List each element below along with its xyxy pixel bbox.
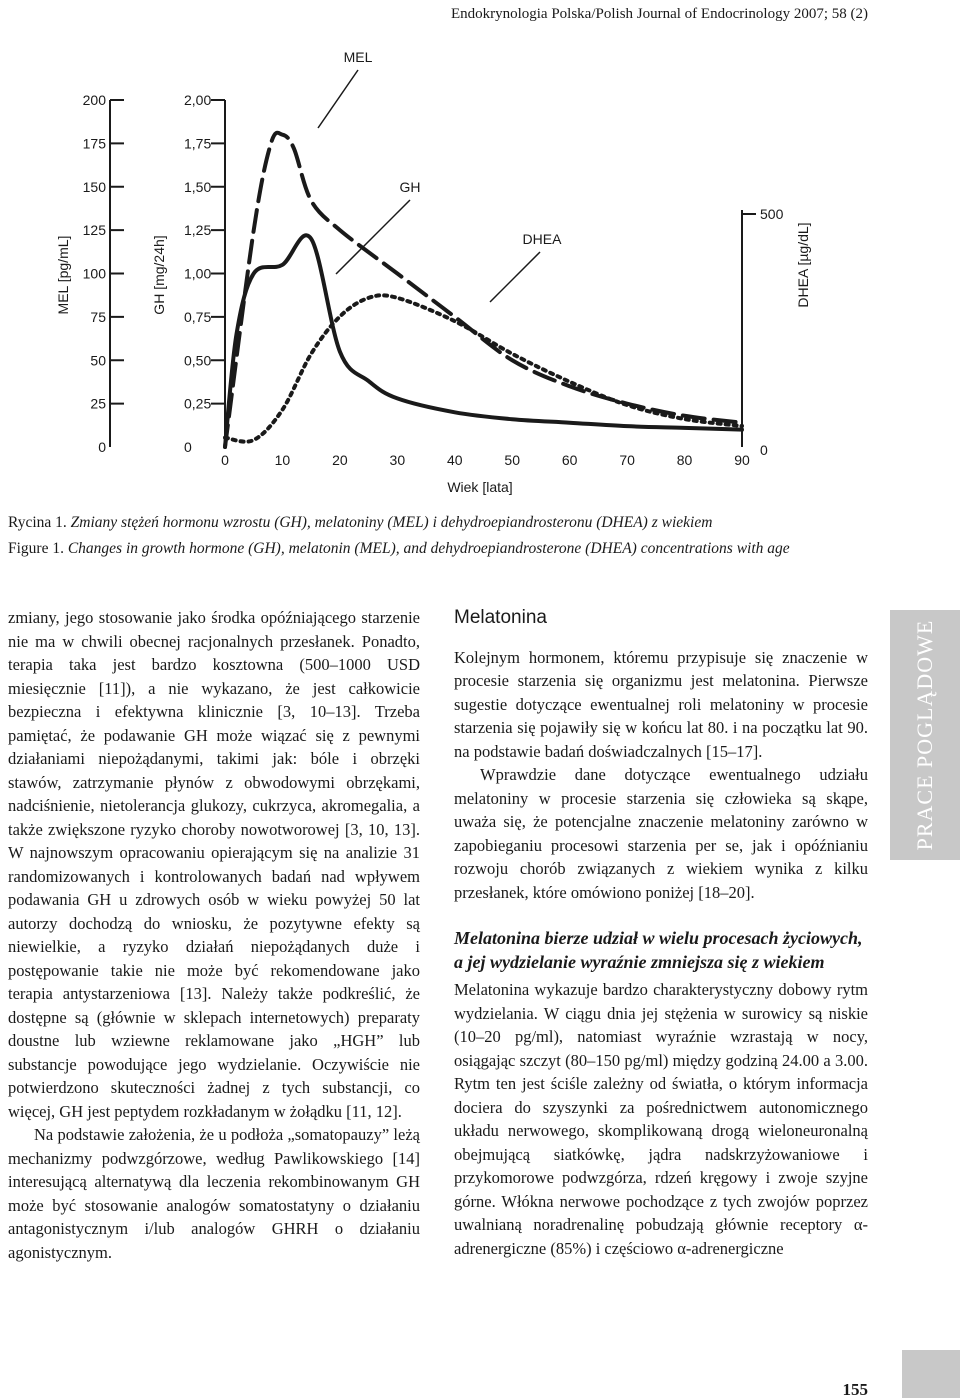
page-number-bar <box>902 1350 960 1398</box>
gh-tick-label: 1,00 <box>184 265 212 282</box>
gh-tick-label: 0 <box>184 439 192 455</box>
annotation-label: DHEA <box>522 231 562 247</box>
mel-tick-label: 75 <box>90 308 106 325</box>
caption-pl <box>8 514 712 532</box>
page-number: 155 <box>842 1380 868 1399</box>
annotation-label: MEL <box>343 49 373 65</box>
left-paragraph-1: zmiany, jego stosowanie jako środka opóźniającego starzenie nie ma w chwili obecnej racjonalnych przesłanek. Ponadto, terapia taka jest bardzo kosztowna (500–1000 USD miesięcznie [11]), a nie wykazano, że jest całkowicie bezpieczna i efektywna klinicznie [3, 10–13]. Trzeba pamiętać, że podawanie GH może wiązać się z pewnymi działaniami niepożądanymi, takimi jak: bóle i obrzęki stawów, zatrzymanie płynów z obwodowymi obrzękami, nadciśnienie, nietolerancja glukozy, cukrzyca, akromegalia, a także zwiększone ryzyko choroby nowotworowej [3, 10, 13]. W najnowszym opracowaniu opierającym się na analizie 31 randomizowanych i kontrolowanych badań nad wpływem podawania GH u zdrowych osób w wieku powyżej 50 lat autorzy dochodzą do wniosku, że pozytywne efekty są niewielkie, a ryzyko działań niepożądanych duże i postępowanie takie nie może być rekomendowane jako terapia antystarzeniowa [13]. Należy także podkreślić, że dostępne są (głównie w sklepach internetowych) preparaty doustne lub wziewne reklamowane jako „HGH” lub substancje powodujące jego wydzielanie. Oczywiście nie potwierdzono skuteczności żadnej z tych substancji, co więcej, GH jest peptydem rozkładanym w żołądku [11, 12]. <box>8 608 420 1121</box>
section-sidebar <box>890 610 960 860</box>
caption-en-label: Figure 1. <box>8 540 64 557</box>
gh-tick-label: 1,75 <box>184 135 212 152</box>
right-paragraph-2: Wprawdzie dane dotyczące ewentualnego udziału melatoniny w procesie starzenia się człowieka są skąpe, uważa się, że potencjalne znaczenie melatoniny zarówno w zapobieganiu procesowi starzenia per se, jak i opóźnianiu rozwoju chorób związanych z wiekiem wynika z kilku przesłanek, które omówiono poniżej [18–20]. <box>454 765 868 902</box>
gh-tick-label: 2,00 <box>184 92 212 108</box>
section-heading: Melatonina <box>454 607 547 628</box>
mel-tick-label: 175 <box>82 135 106 152</box>
x-tick-label: 50 <box>504 452 521 468</box>
mel-tick-label: 100 <box>82 265 106 282</box>
series-dhea <box>225 295 742 441</box>
annotation-label: GH <box>399 179 421 195</box>
mel-axis-title: MEL [pg/mL] <box>55 235 71 315</box>
x-axis-title: Wiek [lata] <box>447 479 513 495</box>
dhea-axis-title: DHEA [µg/dL] <box>795 222 811 308</box>
caption-pl-label: Rycina 1. <box>8 514 67 531</box>
journal-header: Endokrynologia Polska/Polish Journal of Endocrinology 2007; 58 (2) <box>450 6 868 22</box>
gh-axis-title: GH [mg/24h] <box>151 235 167 315</box>
caption-en-text: Changes in growth hormone (GH), melatonin (MEL), and dehydroepiandrosterone (DHEA) concentrations with age <box>67 540 790 557</box>
x-tick-label: 70 <box>619 452 635 468</box>
x-tick-label: 90 <box>734 452 750 468</box>
x-tick-label: 0 <box>221 452 229 468</box>
dhea-tick-label: 500 <box>760 206 784 222</box>
gh-tick-label: 1,50 <box>184 178 212 195</box>
sidebar-label: PRACE POGLĄDOWE <box>912 619 937 851</box>
mel-tick-label: 0 <box>98 439 106 455</box>
x-tick-label: 40 <box>446 452 463 468</box>
annotation-leader <box>490 252 540 302</box>
annotation-leader <box>318 70 358 128</box>
mel-tick-label: 25 <box>90 395 106 412</box>
left-column <box>8 606 420 1264</box>
caption-en <box>8 540 790 558</box>
hormone-chart <box>0 40 960 500</box>
mel-tick-label: 50 <box>90 352 106 369</box>
x-tick-label: 10 <box>274 452 291 468</box>
x-tick-label: 80 <box>676 452 693 468</box>
mel-tick-label: 125 <box>82 222 106 239</box>
x-tick-label: 60 <box>561 452 578 468</box>
caption-pl-text: Zmiany stężeń hormonu wzrostu (GH), melatoniny (MEL) i dehydroepiandrosteronu (DHEA) z wiekiem <box>70 514 713 531</box>
mel-tick-label: 150 <box>82 178 106 195</box>
subsection-heading: Melatonina bierze udział w wielu procesach życiowych, a jej wydzielanie wyraźnie zmniejsza się z wiekiem <box>454 928 863 972</box>
series-mel <box>225 133 742 447</box>
right-paragraph-3: Melatonina wykazuje bardzo charakterystyczny dobowy rytm wydzielania. W ciągu dnia jej stężenia w surowicy są niskie (10–20 pg/ml), natomiast wyraźnie wzrastają w nocy, osiągając szczyt (80–150 pg/ml) między godziną 24.00 a 3.00. Rytm ten jest ściśle zależny od światła, o którym informacja dociera do szyszynki za pośrednictwem autonomicznego układu nerwowego, skomplikowaną drogą wieloneuronalną obejmującą siatkówkę, jądra nadskrzyżowaniowe i przykomorowe podwzgórza, rdzeń kręgowy i zwoje szyjne górne. Włókna nerwowe pochodzące z tych zwojów poprzez uwalnianą noradrenalinę pobudzają głównie receptory α-adrenergiczne (85%) i częściowo α-adrenergiczne <box>454 980 868 1258</box>
right-column <box>454 606 868 1260</box>
left-paragraph-2: Na podstawie założenia, że u podłoża „somatopauzy” leżą mechanizmy podwzgórzowe, według Pawlikowskiego [14] interesującą alternatywą dla leczenia rekombinowanym GH może być stosowanie analogów somatostatyny o działaniu antagonistycznym i/lub analogów GHRH o działaniu agonistycznym. <box>8 1125 420 1262</box>
gh-tick-label: 0,25 <box>184 395 212 412</box>
gh-tick-label: 0,75 <box>184 308 212 325</box>
dhea-tick-label: 0 <box>760 442 768 458</box>
gh-tick-label: 0,50 <box>184 352 212 369</box>
gh-tick-label: 1,25 <box>184 222 212 239</box>
right-paragraph-1: Kolejnym hormonem, któremu przypisuje się znaczenie w procesie starzenia się organizmu jest melatonina. Pierwsze sugestie dotyczące ewentualnej roli melatoniny w procesie starzenia się pojawiły się w końcu lat 80. i na początku lat 90. na podstawie badań doświadczalnych [15–17]. <box>454 647 868 761</box>
mel-tick-label: 200 <box>82 92 106 108</box>
x-tick-label: 20 <box>332 452 348 468</box>
x-tick-label: 30 <box>389 452 406 468</box>
